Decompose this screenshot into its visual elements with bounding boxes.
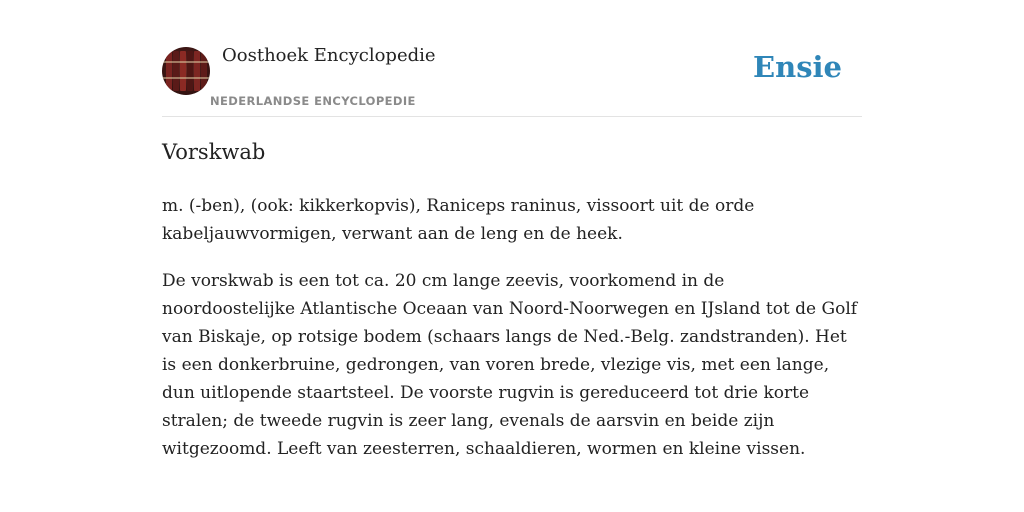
spine-6 xyxy=(201,51,207,91)
spine-band-top xyxy=(162,61,210,63)
spine-5 xyxy=(194,51,200,91)
entry-paragraph-2: De vorskwab is een tot ca. 20 cm lange zeevis, voorkomend in de noordoostelijke Atlantische Oceaan van Noord-Noorwegen en IJsland tot de Golf van Biskaje, op rotsige bodem (schaars langs de Ned.-Belg. zandstranden). Het is een donkerbruine, gedrongen, van voren brede, vlezige vis, met een lange, dun uitlopende staartsteel. De voorste rugvin is gereduceerd tot drie korte stralen; de tweede rugvin is zeer lang, evenals de aarsvin en beide zijn witgezoomd. Leeft van zeesterren, schaaldieren, wormen en kleine vissen. xyxy=(162,271,858,459)
source-subtitle: NEDERLANDSE ENCYCLOPEDIE xyxy=(210,94,416,108)
spine-3 xyxy=(180,51,186,91)
spine-band-bottom xyxy=(162,77,210,79)
entry-title: Vorskwab xyxy=(162,140,266,164)
entry-card xyxy=(162,0,862,512)
book-spines-icon[interactable] xyxy=(162,47,210,95)
brand-logo[interactable]: Ensie xyxy=(753,50,842,84)
spine-2 xyxy=(173,51,179,91)
source-header xyxy=(162,0,862,117)
spine-1 xyxy=(166,51,172,91)
entry-paragraph-1: m. (-ben), (ook: kikkerkopvis), Raniceps raninus, vissoort uit de orde kabeljauwvormigen, verwant aan de leng en de heek. xyxy=(162,196,755,244)
spine-4 xyxy=(187,51,193,91)
source-title[interactable]: Oosthoek Encyclopedie xyxy=(222,45,436,66)
